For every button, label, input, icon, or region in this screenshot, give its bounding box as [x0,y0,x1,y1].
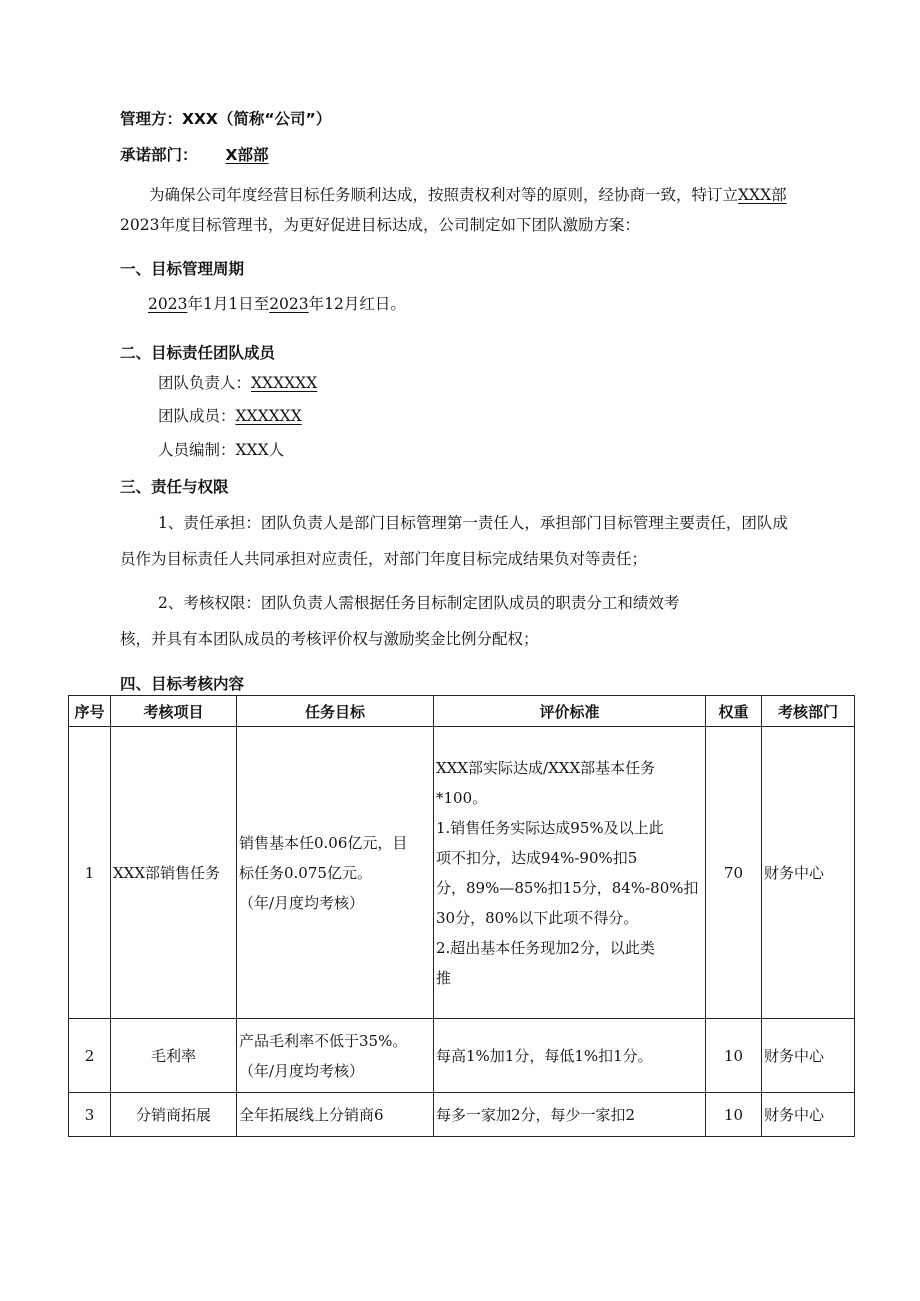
table-row [69,1019,855,1093]
resp-para-line-1: 1、责任承担：团队负责人是部门目标管理第一责任人，承担部门目标管理主要责任，团队成 [158,514,788,532]
row2-weight: 10 [706,1019,762,1093]
intro-dept-name: XXX部 [738,186,787,204]
row1-criteria-line: 推 [436,968,452,987]
period-end: 年12月红日。 [308,295,406,313]
dept-label: 承诺部门： [120,146,198,164]
leader-value: XXXXXX [251,374,318,392]
row1-criteria-line: 30分，80%以下此项不得分。 [436,908,639,927]
row1-criteria-line: 1.销售任务实际达成95%及以上此 [436,818,664,837]
row1-criteria-line: *100。 [436,788,488,807]
row3-weight: 10 [706,1093,762,1137]
dept-value: X部部 [225,146,269,164]
section2-title: 二、目标责任团队成员 [120,344,276,362]
members-line [158,405,302,427]
row2-criteria-line: 每高1%加1分，每低1%扣1分。 [436,1046,653,1065]
row3-criteria-line: 每多一家加2分，每少一家扣2 [436,1105,636,1124]
auth-para-line-2: 核，并具有本团队成员的考核评价权与激励奖金比例分配权； [120,630,539,648]
row1-criteria [434,727,706,1019]
manager-line [120,108,331,130]
resp-para-line-2: 员作为目标责任人共同承担对应责任，对部门年度目标完成结果负对等责任； [120,550,648,568]
period-year-start: 2023 [148,295,188,313]
intro-line-2: 2023年度目标管理书，为更好促进目标达成，公司制定如下团队激励方案： [120,216,640,234]
row2-target-line: （年/月度均考核） [239,1061,365,1080]
section1-title: 一、目标管理周期 [120,260,245,278]
row1-criteria-line: 项不扣分，达成94%-90%扣5 [436,848,638,867]
row1-criteria-line: 2.超出基本任务现加2分，以此类 [436,938,655,957]
row1-item: XXX部销售任务 [111,727,237,1019]
period-year-end: 2023 [269,295,309,313]
table-row [69,1093,855,1137]
header-criteria: 评价标准 [434,696,706,727]
row1-target-line: 销售基本任0.06亿元，目 [239,833,408,852]
dept-line [120,144,268,166]
auth-para-line-1: 2、考核权限：团队负责人需根据任务目标制定团队成员的职责分工和绩效考 [158,594,680,612]
row3-no: 3 [69,1093,111,1137]
members-value: XXXXXX [235,407,302,425]
leader-line [158,372,317,394]
section4-title: 四、目标考核内容 [120,675,245,693]
row2-no: 2 [69,1019,111,1093]
row2-item: 毛利率 [111,1019,237,1093]
table-header-row [69,696,855,727]
period-line [148,293,406,315]
row3-item: 分销商拓展 [111,1093,237,1137]
header-weight: 权重 [706,696,762,727]
row3-criteria [434,1093,706,1137]
row1-weight: 70 [706,727,762,1019]
staff-line [158,439,284,461]
staff-value: XXX人 [235,441,285,459]
row2-target-line: 产品毛利率不低于35%。 [239,1031,408,1050]
header-no: 序号 [69,696,111,727]
manager-value: XXX（简称“公司”） [182,110,332,128]
staff-label: 人员编制： [158,441,236,459]
row2-dept: 财务中心 [762,1019,855,1093]
row1-no: 1 [69,727,111,1019]
row3-target [237,1093,434,1137]
row1-target-line: 标任务0.075亿元。 [239,863,372,882]
row1-criteria-line: XXX部实际达成/XXX部基本任务 [436,758,656,777]
section3-title: 三、责任与权限 [120,478,229,496]
period-mid: 年1月1日至 [187,295,270,313]
members-label: 团队成员： [158,407,236,425]
intro-text-1: 为确保公司年度经营目标任务顺利达成，按照责权利对等的原则，经协商一致，特订立 [149,186,739,204]
row1-criteria-line: 分，89%—85%扣15分，84%-80%扣 [436,878,699,897]
manager-label: 管理方： [120,110,183,128]
row1-target-line: （年/月度均考核） [239,893,365,912]
assessment-table [68,695,855,1137]
row1-dept: 财务中心 [762,727,855,1019]
row3-dept: 财务中心 [762,1093,855,1137]
table-row [69,727,855,1019]
header-target: 任务目标 [237,696,434,727]
intro-line-1 [149,184,787,206]
leader-label: 团队负责人： [158,374,252,392]
header-item: 考核项目 [111,696,237,727]
header-dept: 考核部门 [762,696,855,727]
row2-criteria [434,1019,706,1093]
row3-target-line: 全年拓展线上分销商6 [239,1105,384,1124]
row2-target [237,1019,434,1093]
row1-target [237,727,434,1019]
